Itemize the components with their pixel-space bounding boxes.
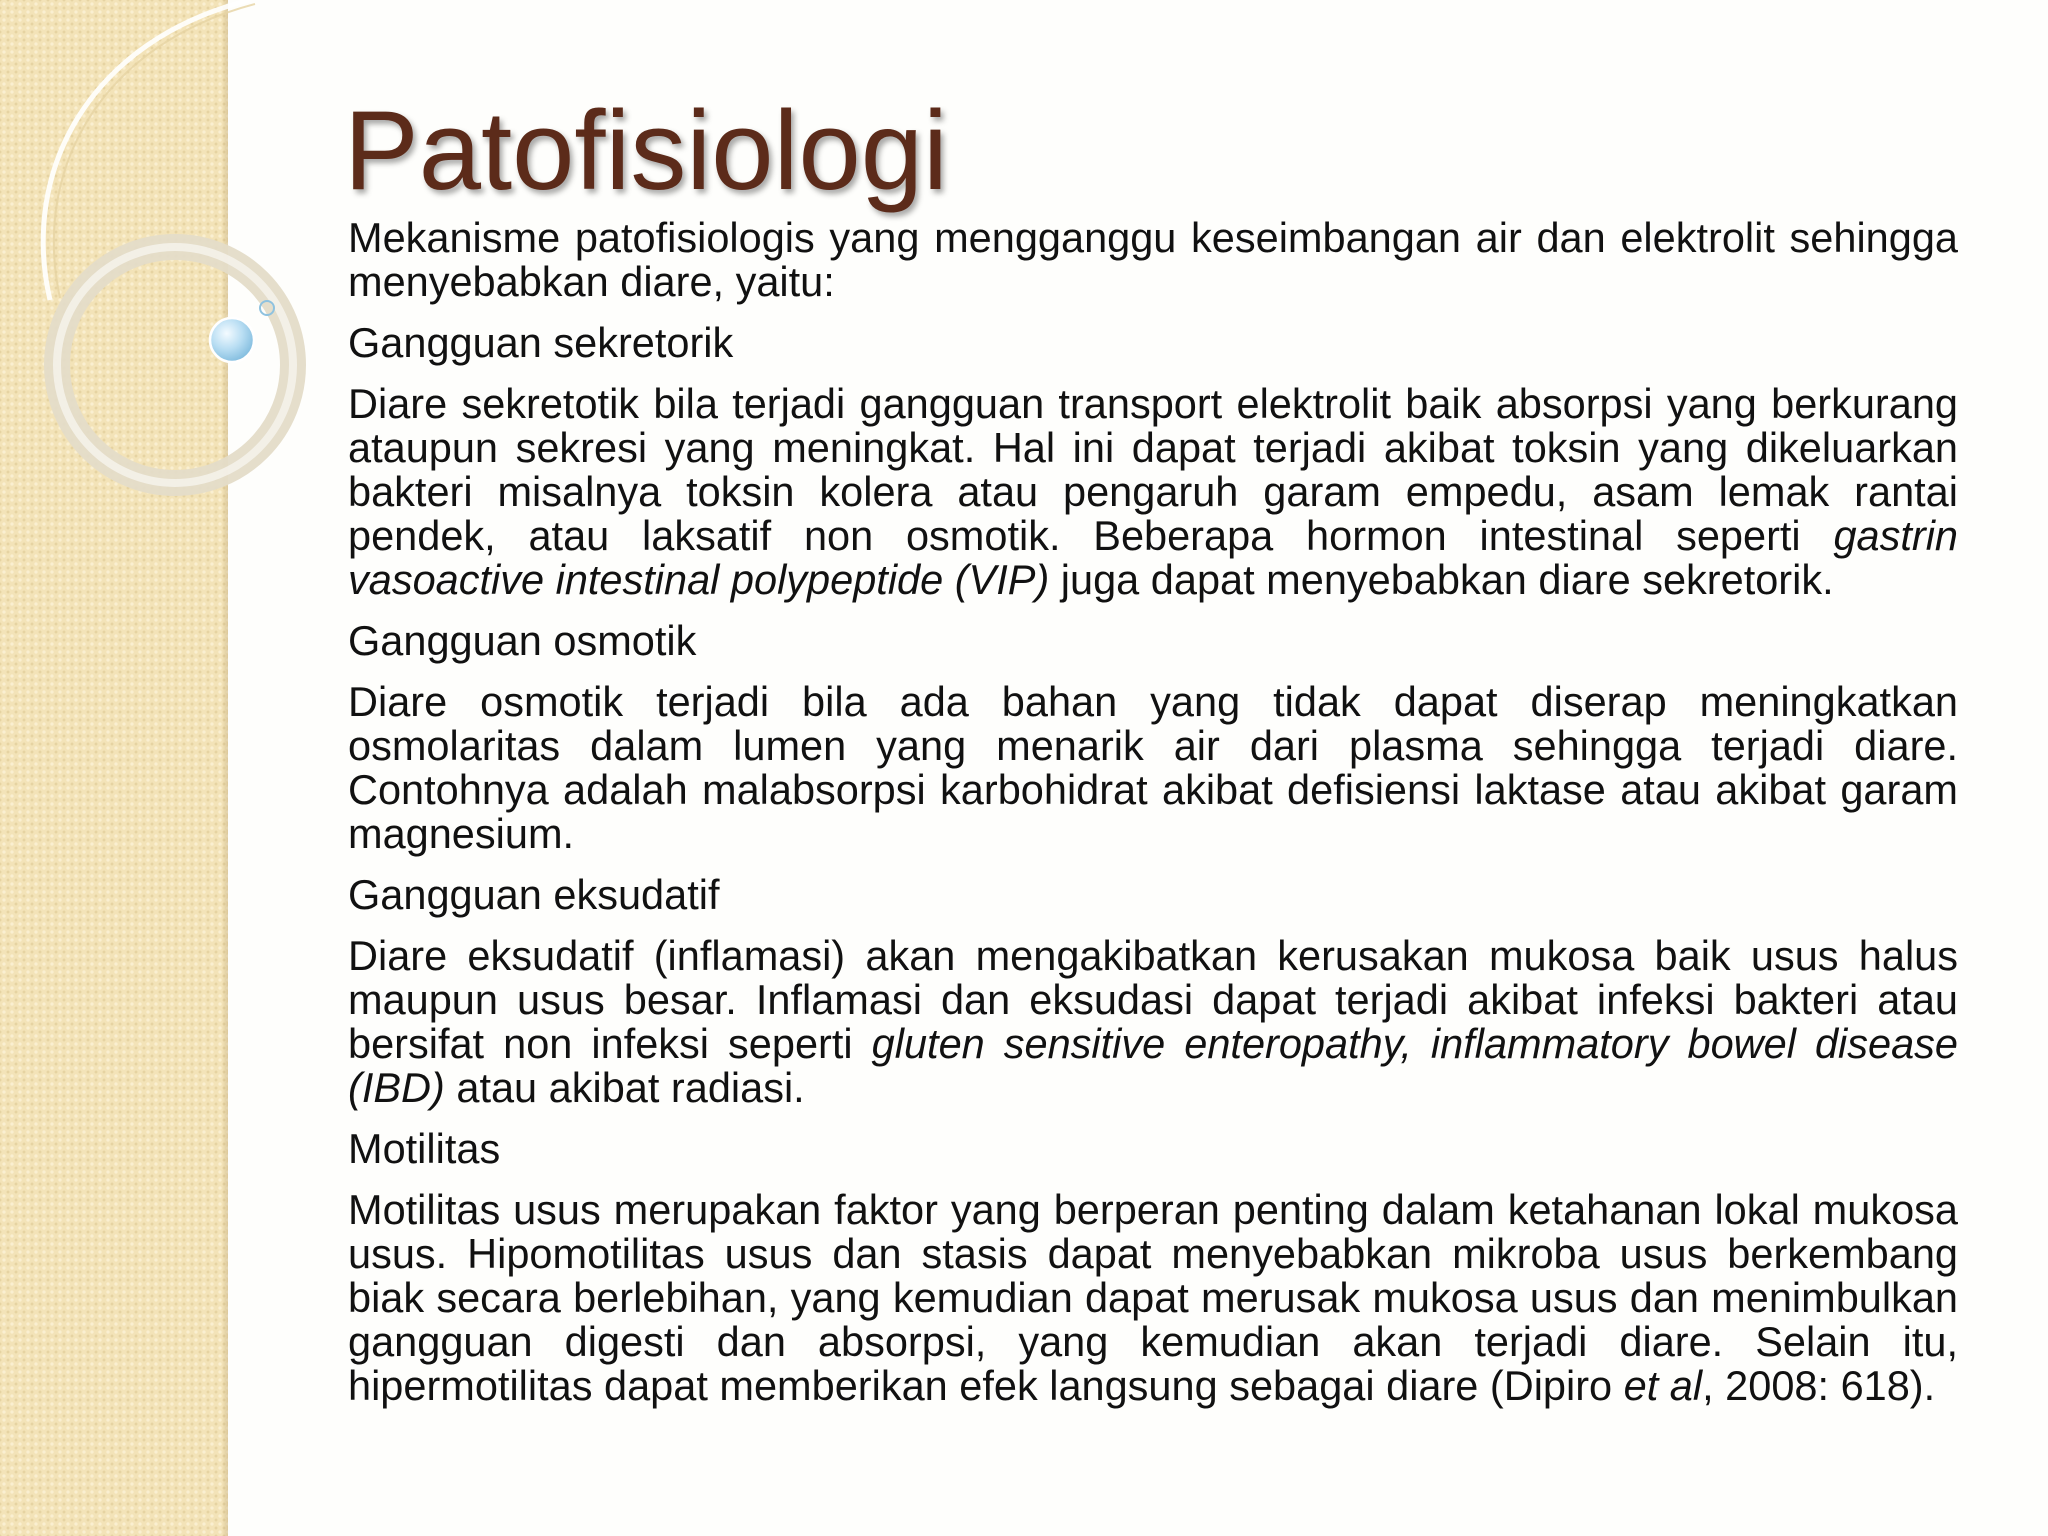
section-body-osmotik: Diare osmotik terjadi bila ada bahan yang tidak dapat diserap meningkatkan osmolaritas dalam lumen yang menarik air dari plasma sehingga terjadi diare. Contohnya adalah malabsorpsi karbohidrat akibat defisiensi laktase atau akibat garam magnesium. bbox=[348, 678, 1958, 857]
intro-paragraph: Mekanisme patofisiologis yang mengganggu keseimbangan air dan elektrolit sehingga menyebabkan diare, yaitu: bbox=[348, 214, 1958, 305]
slide-title: Patofisiologi bbox=[344, 88, 948, 213]
bubble-decoration bbox=[210, 318, 254, 362]
section-heading-sekretorik: Gangguan sekretorik bbox=[348, 319, 734, 366]
section-body-motilitas: Motilitas usus merupakan faktor yang berperan penting dalam ketahanan lokal mukosa usus. Hipomotilitas usus dan stasis dapat menyebabkan mikroba usus berkembang biak secara berlebihan, yang kemudian dapat merusak mukosa usus dan menimbulkan gangguan digesti dan absorpsi, yang kemudian akan terjadi diare. Selain itu, hipermotilitas dapat memberikan efek langsung sebagai diare (Dipiro et al, 2008: 618). bbox=[348, 1186, 1958, 1409]
section-body-sekretorik: Diare sekretotik bila terjadi gangguan transport elektrolit baik absorpsi yang berkurang ataupun sekresi yang meningkat. Hal ini dapat terjadi akibat toksin yang dikeluarkan bakteri misalnya toksin kolera atau pengaruh garam empedu, asam lemak rantai pendek, atau laksatif non osmotik. Beberapa hormon intestinal seperti gastrin vasoactive intestinal polypeptide (VIP) juga dapat menyebabkan diare sekretorik. bbox=[348, 380, 1958, 603]
decorative-rings-graphic bbox=[0, 0, 320, 560]
section-heading-motilitas: Motilitas bbox=[348, 1125, 501, 1172]
section-body-eksudatif: Diare eksudatif (inflamasi) akan mengakibatkan kerusakan mukosa baik usus halus maupun usus besar. Inflamasi dan eksudasi dapat terjadi akibat infeksi bakteri atau bersifat non infeksi seperti gluten sensitive enteropathy, inflammatory bowel disease (IBD) atau akibat radiasi. bbox=[348, 932, 1958, 1111]
slide-content bbox=[348, 216, 1958, 1408]
section-heading-osmotik: Gangguan osmotik bbox=[348, 617, 697, 664]
section-heading-eksudatif: Gangguan eksudatif bbox=[348, 871, 720, 918]
